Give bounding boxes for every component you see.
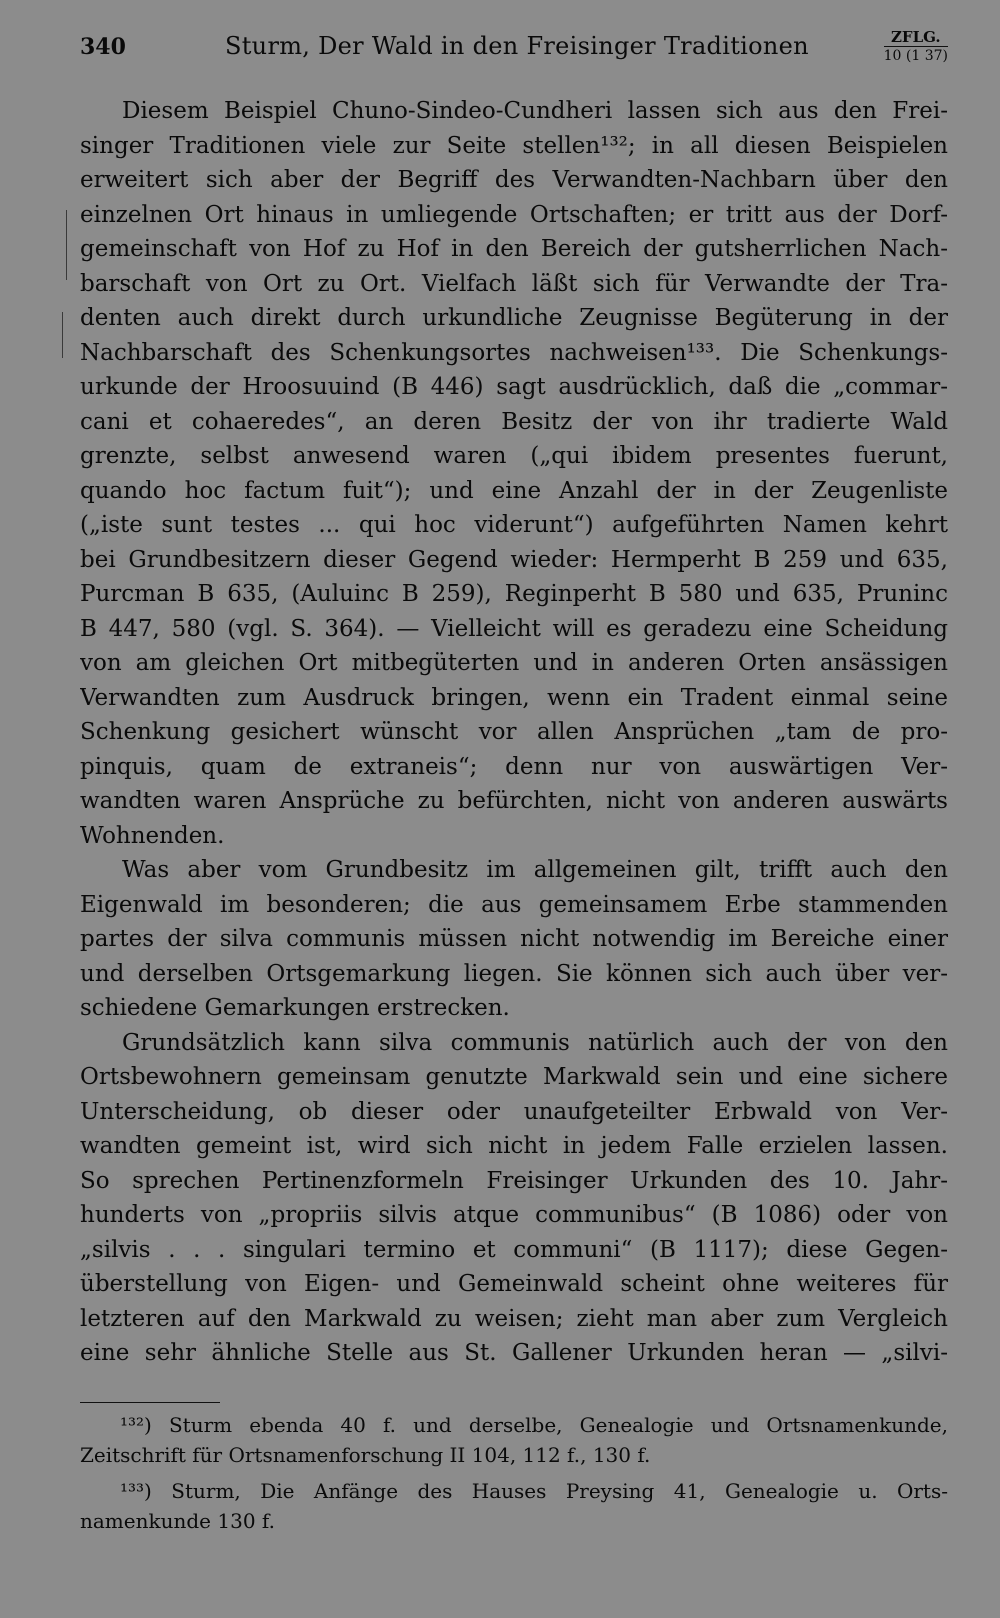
text-line: Verwandten zum Ausdruck bringen, wenn ein Tradent einmal seine xyxy=(80,684,948,711)
text-line: wandten waren Ansprüche zu befürchten, nicht von anderen auswärts xyxy=(80,788,948,814)
text-line: einzelnen Ort hinaus in umliegende Ortschaften; er tritt aus der Dorf- xyxy=(80,201,948,228)
text-line: eine sehr ähnliche Stelle aus St. Gallener Urkunden heran — „silvi- xyxy=(80,1340,948,1366)
text-line: („iste sunt testes ... qui hoc viderunt“) aufgeführten Namen kehrt xyxy=(80,512,948,538)
text-line: Unterscheidung, ob dieser oder unaufgeteilter Erbwald von Ver- xyxy=(80,1098,948,1125)
text-line: urkunde der Hroosuuind (B 446) sagt ausdrücklich, daß die „commar- xyxy=(80,374,948,400)
text-line: cani et cohaeredes“, an deren Besitz der von ihr tradierte Wald xyxy=(80,408,948,435)
text-line: schiedene Gemarkungen erstrecken. xyxy=(80,995,510,1021)
text-line: überstellung von Eigen- und Gemeinwald scheint ohne weiteres für xyxy=(80,1271,948,1297)
text-line: Eigenwald im besonderen; die aus gemeinsamem Erbe stammenden xyxy=(80,891,948,918)
footnotes xyxy=(80,1410,948,1536)
journal-reference xyxy=(884,28,948,65)
footnote-line: namenkunde 130 f. xyxy=(80,1509,275,1533)
text-line: Purcman B 635, (Auluinc B 259), Reginperht B 580 und 635, Pruninc xyxy=(80,581,948,607)
footnote-line: ¹³²) Sturm ebenda 40 f. und derselbe, Genealogie und Ortsnamenkunde, xyxy=(120,1413,948,1437)
margin-pencil-mark xyxy=(62,312,63,358)
text-line: So sprechen Pertinenzformeln Freisinger Urkunden des 10. Jahr- xyxy=(80,1167,948,1194)
text-line: erweitert sich aber der Begriff des Verwandten-Nachbarn über den xyxy=(80,167,948,193)
text-line: Grundsätzlich kann silva communis natürlich auch der von den xyxy=(122,1029,948,1056)
footnote-line: Zeitschrift für Ortsnamenforschung II 104, 112 f., 130 f. xyxy=(80,1443,651,1467)
text-line: hunderts von „propriis silvis atque communibus“ (B 1086) oder von xyxy=(80,1202,948,1228)
text-line: Nachbarschaft des Schenkungsortes nachweisen¹³³. Die Schenkungs- xyxy=(80,339,948,366)
footnote-line: ¹³³) Sturm, Die Anfänge des Hauses Preysing 41, Genealogie u. Orts- xyxy=(120,1479,948,1503)
text-line: wandten gemeint ist, wird sich nicht in jedem Falle erzielen lassen. xyxy=(80,1133,948,1159)
text-line: „silvis . . . singulari termino et communi“ (B 1117); diese Gegen- xyxy=(80,1236,948,1263)
text-line: B 447, 580 (vgl. S. 364). — Vielleicht will es geradezu eine Scheidung xyxy=(80,615,948,642)
text-line: bei Grundbesitzern dieser Gegend wieder: Hermperht B 259 und 635, xyxy=(80,546,948,573)
footnote-rule xyxy=(80,1402,220,1403)
text-line: grenzte, selbst anwesend waren („qui ibidem presentes fuerunt, xyxy=(80,443,948,469)
text-line: Ortsbewohnern gemeinsam genutzte Markwald sein und eine sichere xyxy=(80,1064,948,1090)
text-line: Was aber vom Grundbesitz im allgemeinen gilt, trifft auch den xyxy=(122,857,948,883)
text-line: singer Traditionen viele zur Seite stellen¹³²; in all diesen Beispielen xyxy=(80,132,948,159)
text-line: und derselben Ortsgemarkung liegen. Sie können sich auch über ver- xyxy=(80,960,948,987)
journal-abbreviation: ZFLG. xyxy=(884,28,948,47)
text-line: barschaft von Ort zu Ort. Vielfach läßt sich für Verwandte der Tra- xyxy=(80,270,948,297)
text-line: partes der silva communis müssen nicht notwendig im Bereiche einer xyxy=(80,926,948,952)
text-line: Wohnenden. xyxy=(80,822,225,849)
text-line: denten auch direkt durch urkundliche Zeugnisse Begüterung in der xyxy=(80,305,948,331)
page-header xyxy=(80,28,948,72)
text-line: von am gleichen Ort mitbegüterten und in anderen Orten ansässigen xyxy=(80,650,948,676)
text-line: pinquis, quam de extraneis“; denn nur von auswärtigen Ver- xyxy=(80,753,948,780)
journal-volume: 10 (1 37) xyxy=(883,48,948,64)
text-line: Diesem Beispiel Chuno-Sindeo-Cundheri lassen sich aus den Frei- xyxy=(122,98,948,124)
margin-pencil-mark xyxy=(66,210,67,280)
text-line: Schenkung gesichert wünscht vor allen Ansprüchen „tam de pro- xyxy=(80,719,948,745)
running-head: Sturm, Der Wald in den Freisinger Traditionen xyxy=(225,32,809,60)
text-line: letzteren auf den Markwald zu weisen; zieht man aber zum Vergleich xyxy=(80,1305,948,1332)
page-number: 340 xyxy=(80,34,126,60)
text-line: gemeinschaft von Hof zu Hof in den Bereich der gutsherrlichen Nach- xyxy=(80,236,948,262)
text-line: quando hoc factum fuit“); und eine Anzahl der in der Zeugenliste xyxy=(80,477,948,504)
body-text xyxy=(80,94,948,1371)
